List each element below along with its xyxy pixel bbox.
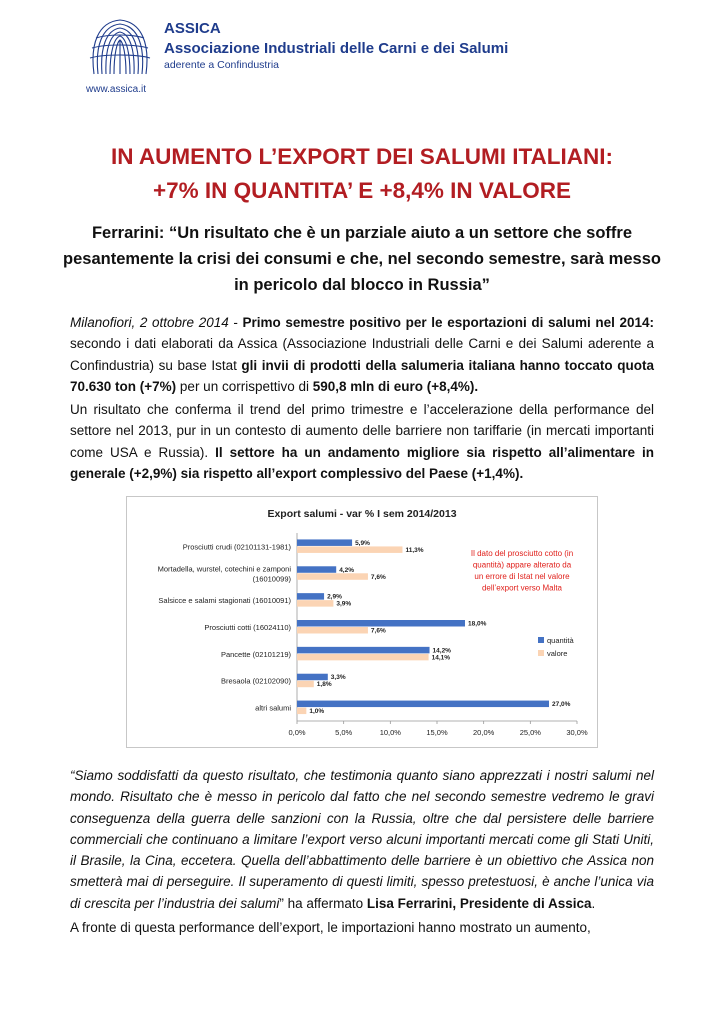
chart-category-label-line: altri salumi	[255, 703, 291, 713]
p1-bold-1: gli invii di prodotti della salumeria italiana hanno toccato quota 70.630 ton (+7%)	[70, 357, 654, 394]
subheadline: Ferrarini: “Un risultato che è un parziale aiuto a un settore che soffre pesantemente la crisi dei consumi e che, nel secondo semestre, sarà messo in pericolo dal blocco in Russia”	[63, 224, 661, 294]
chart-legend-label: valore	[547, 649, 568, 658]
headline	[40, 140, 684, 208]
paragraph-3	[70, 765, 654, 914]
chart-bar-valore	[297, 708, 306, 715]
chart-data-label: 4,2%	[339, 566, 355, 574]
assica-logo-icon	[84, 14, 156, 86]
chart-bar-quantita	[297, 539, 352, 546]
letterhead	[84, 14, 644, 98]
quote: “Siamo soddisfatti da questo risultato, che testimonia quanto siano apprezzati i nostri salumi nel mondo. Risultato che è messo in pericolo dal fatto che nel secondo semestre vedremo le gravi conseguenza della guerra delle sanzioni con la Russia, oltre che dal persistere delle barriere commerciali che continuano a limitare l’export verso alcuni importanti mercati come gli Stati Uniti, il Brasile, la Cina, eccetera. Quella dell’abbattimento delle barriere è un obiettivo che Assica non smetterà mai di perseguire. Il superamento di questi limiti, spesso pretestuosi, è anche l’unica via di crescita per l’industria dei salumi	[70, 768, 654, 911]
chart-note-line: Il dato del prosciutto cotto (in	[470, 549, 574, 558]
chart-data-label: 7,6%	[370, 573, 386, 581]
p3-end: .	[591, 895, 596, 911]
chart-bar-quantita	[297, 593, 324, 600]
chart-note-line: dell’export verso Malta	[481, 583, 563, 593]
chart-bar-quantita	[297, 566, 336, 573]
p1-bold-2: 590,8 mln di euro (+8,4%).	[312, 378, 479, 394]
chart-x-tick-label: 25,0%	[519, 728, 541, 737]
chart-data-label: 1,0%	[309, 708, 325, 716]
p2-bold-1: Il settore ha un andamento migliore sia rispetto all’alimentare in generale (+2,9%) sia rispetto all’export complessivo del Paese (+1,4%).	[70, 444, 654, 481]
lead-sentence: Primo semestre positivo per le esportazioni di salumi nel 2014:	[242, 315, 655, 330]
org-short-name: ASSICA	[164, 20, 221, 37]
chart-category-label	[183, 542, 292, 551]
p1-text-1: secondo i dati elaborati da Assica (Associazione Industriali delle Carni e dei Salumi aderente a Confindustria) su base Istat	[70, 336, 654, 373]
chart-bar-quantita	[297, 620, 465, 627]
chart-category-label-line: Salsicce e salami stagionati (16010091)	[158, 596, 291, 606]
chart-bar-quantita	[297, 674, 328, 681]
chart-bar-quantita	[297, 647, 430, 654]
paragraph-2	[70, 399, 654, 484]
website-link[interactable]: www.assica.it	[86, 84, 147, 95]
chart-x-tick-label: 15,0%	[426, 728, 448, 737]
quote-close: ” ha affermato	[279, 895, 367, 911]
chart-data-label: 7,6%	[370, 627, 386, 635]
chart-category-label-line: Pancette (02101219)	[220, 649, 291, 659]
chart-category-label	[255, 704, 291, 713]
chart-category-label	[204, 623, 291, 632]
chart-x-tick-label: 30,0%	[566, 728, 588, 737]
chart-data-label: 3,3%	[330, 674, 346, 682]
dateline: Milanofiori, 2 ottobre 2014	[70, 315, 229, 330]
chart-bar-valore	[297, 681, 314, 688]
chart-category-label	[158, 564, 292, 583]
chart-category-label	[158, 596, 291, 605]
headline-line-2: +7% IN QUANTITA’ E +8,4% IN VALORE	[152, 178, 572, 203]
chart-bar-valore	[297, 654, 429, 661]
chart-note-line: quantità) appare alterato da	[472, 560, 572, 570]
chart-legend-label: quantità	[547, 636, 574, 645]
chart-data-label: 1,8%	[316, 681, 332, 689]
chart-x-tick-label: 5,0%	[335, 728, 353, 737]
chart-legend-swatch	[538, 637, 544, 643]
export-chart-svg	[127, 497, 597, 747]
chart-bar-valore	[297, 600, 333, 607]
chart-x-tick-label: 10,0%	[379, 728, 401, 737]
chart-bar-quantita	[297, 701, 549, 708]
chart-category-label-line: Prosciutti crudi (02101131-1981)	[182, 542, 291, 552]
p2-text-1: Un risultato che conferma il trend del primo trimestre e l’accelerazione della performance del settore nel 2013, pur in un contesto di aumento delle barriere non tariffarie (in mercati importanti come USA e Russia).	[70, 402, 654, 460]
chart-category-label-line: Prosciutti cotti (16024110)	[204, 623, 291, 632]
organization-block	[164, 20, 508, 71]
chart-category-label-line: Mortadella, wurstel, cotechini e zamponi	[157, 564, 291, 574]
org-affiliation: aderente a Confindustria	[164, 59, 279, 71]
chart-data-label: 27,0%	[552, 701, 571, 709]
chart-bar-valore	[297, 546, 402, 553]
export-chart	[126, 496, 598, 748]
chart-data-label: 3,9%	[336, 600, 352, 608]
speaker: Lisa Ferrarini, Presidente di Assica	[366, 895, 592, 911]
chart-data-label: 5,9%	[355, 539, 370, 547]
chart-data-label: 18,0%	[468, 620, 487, 628]
chart-data-label: 11,3%	[405, 546, 424, 554]
chart-bar-valore	[297, 627, 368, 634]
paragraph-1	[70, 312, 654, 397]
chart-data-label: 2,9%	[327, 593, 342, 601]
chart-note-line: un errore di Istat nel valore	[474, 572, 570, 581]
chart-category-label	[221, 650, 292, 659]
headline-line-1: IN AUMENTO L’EXPORT DEI SALUMI ITALIANI:	[110, 144, 614, 169]
chart-legend-swatch	[538, 650, 544, 656]
chart-category-label-line: Bresaola (02102090)	[220, 676, 291, 686]
chart-data-label: 14,2%	[432, 647, 451, 655]
paragraph-4: A fronte di questa performance dell’export, le importazioni hanno mostrato un aumento,	[70, 920, 591, 935]
chart-title: Export salumi - var % I sem 2014/2013	[267, 508, 457, 520]
chart-bar-valore	[297, 573, 368, 580]
chart-data-label: 14,1%	[431, 654, 451, 662]
dateline-separator: -	[228, 315, 243, 330]
chart-x-tick-label: 20,0%	[473, 728, 495, 737]
chart-x-tick-label: 0,0%	[288, 728, 306, 737]
chart-category-label	[221, 677, 292, 686]
chart-category-label-line: (16010099)	[252, 574, 291, 584]
org-full-name: Associazione Industriali delle Carni e dei Salumi	[164, 40, 509, 57]
p1-text-2: per un corrispettivo di	[176, 378, 313, 394]
